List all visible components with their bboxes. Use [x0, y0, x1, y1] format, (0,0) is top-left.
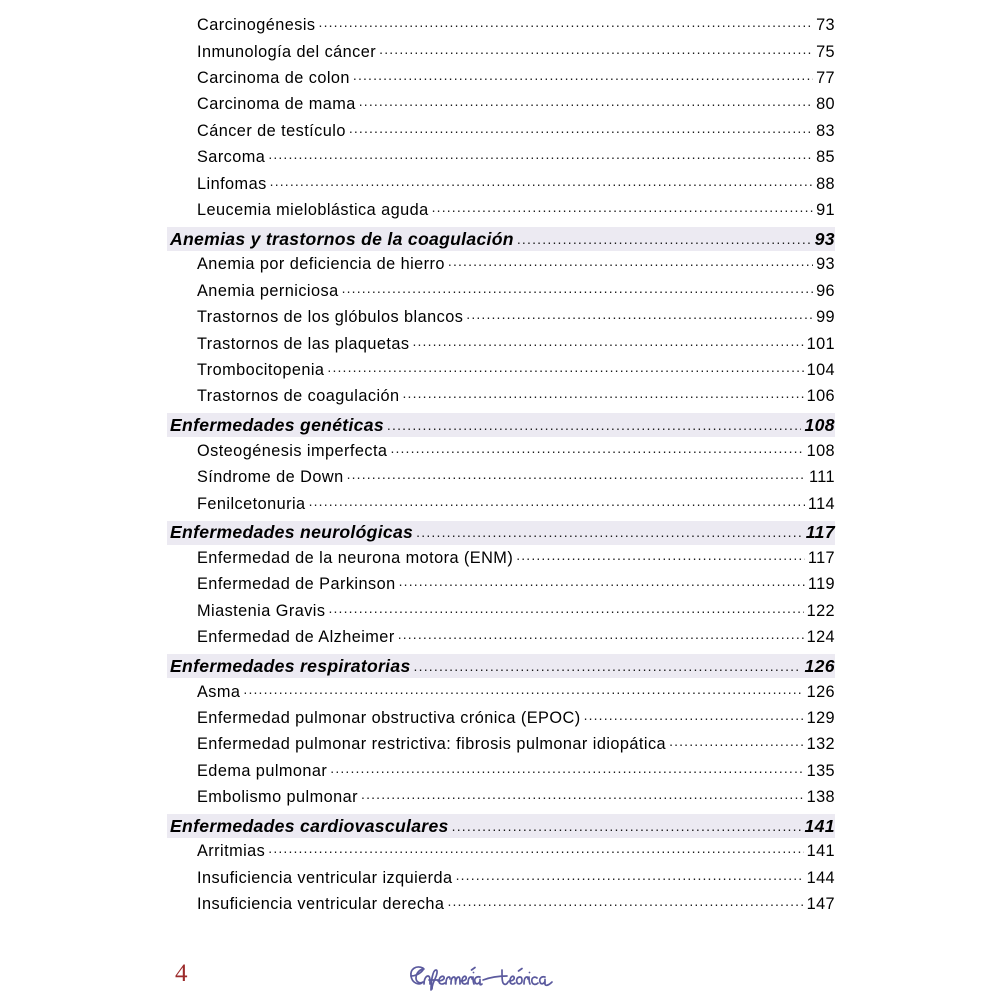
dot-leader — [309, 492, 805, 508]
toc-page-number: 99 — [816, 308, 835, 327]
dot-leader — [416, 524, 803, 542]
toc-page-number: 114 — [807, 494, 835, 513]
toc-entry-label: Anemia perniciosa — [197, 281, 339, 300]
toc-page-number: 93 — [814, 228, 835, 249]
toc-page-number: 141 — [804, 815, 835, 836]
toc-page-number: 88 — [816, 174, 835, 193]
toc-entry-label: Trastornos de los glóbulos blancos — [197, 308, 464, 327]
dot-leader — [330, 759, 803, 775]
dot-leader — [516, 547, 805, 563]
toc-entry[interactable] — [167, 547, 835, 573]
toc-entry-label: Carcinoma de mama — [197, 95, 356, 114]
toc-page-number: 101 — [806, 334, 835, 353]
dot-leader — [390, 439, 803, 455]
toc-section-label: Enfermedades neurológicas — [170, 522, 414, 543]
toc-entry-label: Enfermedad de la neurona motora (ENM) — [197, 548, 514, 567]
dot-leader — [319, 14, 814, 30]
toc-entry[interactable] — [167, 67, 835, 93]
toc-entry-label: Arritmias — [197, 842, 266, 861]
toc-page-number: 144 — [806, 868, 835, 887]
dot-leader — [328, 599, 803, 615]
toc-entry[interactable] — [167, 840, 835, 866]
toc-entry-label: Enfermedad pulmonar obstructiva crónica (EPOC) — [197, 708, 581, 727]
toc-entry-label: Inmunología del cáncer — [197, 42, 377, 61]
dot-leader — [456, 867, 804, 883]
toc-section-label: Enfermedades cardiovasculares — [170, 815, 449, 836]
page-footer — [0, 958, 1000, 1000]
toc-entry-label: Enfermedad de Parkinson — [197, 575, 396, 594]
toc-page-number: 147 — [806, 895, 835, 914]
dot-leader — [452, 817, 802, 835]
toc-entry[interactable] — [167, 146, 835, 172]
toc-entry-label: Enfermedad pulmonar restrictiva: fibrosis pulmonar idiopática — [197, 735, 667, 754]
dot-leader — [447, 893, 803, 909]
toc-page-number: 129 — [806, 708, 835, 727]
toc-entry-label: Edema pulmonar — [197, 761, 328, 780]
toc-entry[interactable] — [167, 172, 835, 198]
toc-page-number: 108 — [806, 441, 835, 460]
toc-page-number: 104 — [806, 360, 835, 379]
toc-entry-label: Embolismo pulmonar — [197, 788, 359, 807]
toc-entry-label: Trastornos de coagulación — [197, 387, 400, 406]
dot-leader — [399, 573, 805, 589]
toc-section-label: Enfermedades respiratorias — [170, 655, 411, 676]
dot-leader — [270, 172, 813, 188]
toc-page-number: 73 — [816, 16, 835, 35]
toc-entry[interactable] — [167, 573, 835, 599]
table-of-contents — [167, 14, 835, 919]
toc-entry[interactable] — [167, 280, 835, 306]
toc-entry-label: Trombocitopenia — [197, 360, 325, 379]
toc-page-number: 119 — [807, 575, 835, 594]
toc-entry[interactable] — [167, 306, 835, 332]
toc-entry-label: Trastornos de las plaquetas — [197, 334, 410, 353]
toc-page-number: 126 — [804, 655, 835, 676]
toc-section-header[interactable] — [167, 654, 835, 678]
toc-section-header[interactable] — [167, 814, 835, 838]
dot-leader — [353, 67, 813, 83]
toc-page-number: 122 — [806, 601, 835, 620]
toc-entry[interactable] — [167, 40, 835, 66]
dot-leader — [669, 733, 804, 749]
toc-entry[interactable] — [167, 199, 835, 225]
brand-logo — [407, 958, 597, 998]
toc-page-number: 117 — [807, 548, 835, 567]
dot-leader — [432, 199, 813, 215]
toc-page-number: 75 — [816, 42, 835, 61]
toc-entry-label: Osteogénesis imperfecta — [197, 441, 388, 460]
toc-entry[interactable] — [167, 707, 835, 733]
toc-page-number: 124 — [806, 628, 835, 647]
toc-entry[interactable] — [167, 733, 835, 759]
toc-entry[interactable] — [167, 253, 835, 279]
toc-page-number: 138 — [806, 788, 835, 807]
toc-entry-label: Sarcoma — [197, 148, 266, 167]
toc-page-number: 126 — [806, 682, 835, 701]
toc-entry-label: Leucemia mieloblástica aguda — [197, 201, 429, 220]
dot-leader — [359, 93, 813, 109]
dot-leader — [342, 280, 813, 296]
toc-entry-label: Anemia por deficiencia de hierro — [197, 255, 445, 274]
toc-section-header[interactable] — [167, 413, 835, 437]
dot-leader — [387, 417, 802, 435]
dot-leader — [361, 786, 804, 802]
toc-entry-label: Cáncer de testículo — [197, 121, 346, 140]
toc-entry[interactable] — [167, 93, 835, 119]
toc-entry[interactable] — [167, 14, 835, 40]
dot-leader — [466, 306, 813, 322]
toc-page-number: 83 — [816, 121, 835, 140]
dot-leader — [327, 359, 803, 375]
toc-page-number: 135 — [806, 761, 835, 780]
toc-page-number: 108 — [804, 414, 835, 435]
toc-entry[interactable] — [167, 626, 835, 652]
toc-page-number: 132 — [806, 735, 835, 754]
toc-entry[interactable] — [167, 867, 835, 893]
toc-page-number: 91 — [816, 201, 835, 220]
toc-entry-label: Insuficiencia ventricular izquierda — [197, 868, 453, 887]
toc-entry[interactable] — [167, 599, 835, 625]
toc-page-number: 117 — [805, 522, 835, 543]
toc-entry-label: Insuficiencia ventricular derecha — [197, 895, 445, 914]
toc-entry[interactable] — [167, 332, 835, 358]
dot-leader — [243, 680, 803, 696]
dot-leader — [398, 626, 804, 642]
toc-section-label: Anemias y trastornos de la coagulación — [170, 228, 514, 249]
dot-leader — [347, 466, 806, 482]
toc-entry-label: Enfermedad de Alzheimer — [197, 628, 395, 647]
toc-entry-label: Carcinogénesis — [197, 16, 316, 35]
toc-page-number: 96 — [816, 281, 835, 300]
toc-page-number: 80 — [816, 95, 835, 114]
toc-page-number: 106 — [806, 387, 835, 406]
toc-page-number: 77 — [816, 69, 835, 88]
dot-leader — [414, 657, 802, 675]
toc-entry[interactable] — [167, 680, 835, 706]
toc-entry[interactable] — [167, 359, 835, 385]
toc-entry[interactable] — [167, 492, 835, 518]
toc-entry-label: Miastenia Gravis — [197, 601, 326, 620]
toc-entry-label: Fenilcetonuria — [197, 494, 306, 513]
brand-script-icon — [407, 958, 597, 998]
toc-page-number: 93 — [816, 255, 835, 274]
toc-entry-label: Asma — [197, 682, 241, 701]
toc-entry[interactable] — [167, 893, 835, 919]
toc-entry[interactable] — [167, 786, 835, 812]
toc-entry[interactable] — [167, 120, 835, 146]
toc-entry[interactable] — [167, 385, 835, 411]
toc-section-header[interactable] — [167, 521, 835, 545]
toc-section-header[interactable] — [167, 227, 835, 251]
toc-entry-label: Síndrome de Down — [197, 468, 344, 487]
toc-page-number: 85 — [816, 148, 835, 167]
toc-entry[interactable] — [167, 759, 835, 785]
dot-leader — [268, 840, 803, 856]
toc-entry[interactable] — [167, 466, 835, 492]
dot-leader — [412, 332, 803, 348]
toc-entry-label: Carcinoma de colon — [197, 69, 350, 88]
dot-leader — [349, 120, 813, 136]
dot-leader — [379, 40, 813, 56]
dot-leader — [584, 707, 804, 723]
dot-leader — [403, 385, 804, 401]
toc-section-label: Enfermedades genéticas — [170, 414, 384, 435]
dot-leader — [517, 230, 812, 248]
toc-entry-label: Linfomas — [197, 174, 267, 193]
toc-page-number: 111 — [809, 468, 835, 487]
toc-page-number: 141 — [806, 842, 835, 861]
toc-entry[interactable] — [167, 439, 835, 465]
dot-leader — [448, 253, 813, 269]
dot-leader — [268, 146, 813, 162]
page-number: 4 — [175, 960, 188, 987]
